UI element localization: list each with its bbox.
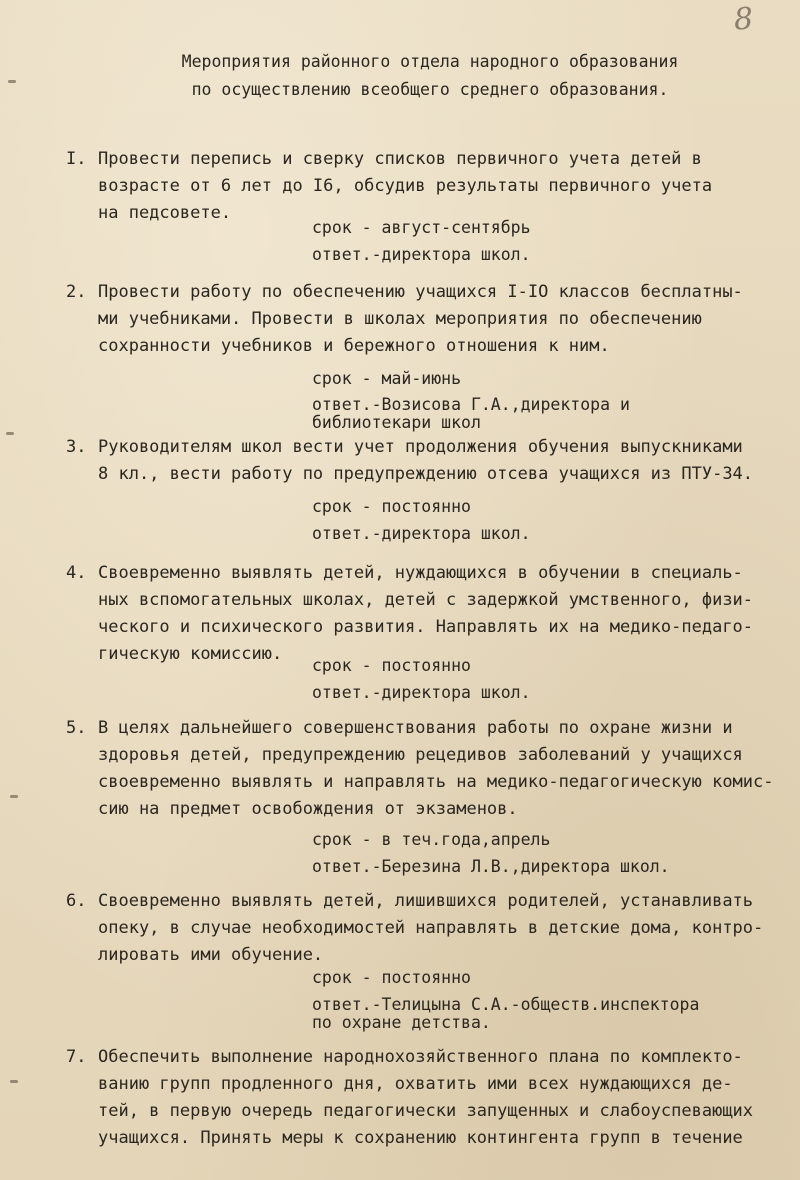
document-title (110, 48, 750, 104)
item-text: Обеспечить выполнение народнохозяйственного плана по комплекто- ванию групп продленного дня, охватить ими всех нуждающихся де- тей, в первую очередь педагогически запущенных и слабоуспевающих учащихся. Принять меры к сохранению контингента групп в течение (98, 1047, 754, 1148)
item-number: 2. (66, 282, 87, 302)
binding-mark (6, 432, 14, 435)
item-deadline: срок - постоянно (312, 656, 471, 675)
title-line-1: Мероприятия районного отдела народного образования (181, 52, 679, 71)
item-text: Своевременно выявлять детей, нуждающихся в обучении в специаль- ных вспомогательных школах, детей с задержкой умственного, физи- ческого и психического развития. Направлять их на медико-педаго- гическую комиссию. (98, 563, 754, 664)
item-text: Своевременно выявлять детей, лишившихся родителей, устанавливать опеку, в случае необходимостей направлять в детские дома, контро- лировать ими обучение. (98, 891, 764, 965)
item-number: 4. (66, 563, 87, 583)
binding-mark (8, 80, 16, 83)
item-text: Руководителям школ вести учет продолжения обучения выпускниками 8 кл., вести работу по предупреждению отсева учащихся из ПТУ-34. (98, 437, 754, 484)
binding-mark (10, 795, 18, 798)
item-number: 6. (66, 891, 87, 911)
item-deadline: срок - постоянно (312, 497, 471, 516)
list-item (66, 434, 786, 488)
item-number: 3. (66, 437, 87, 457)
item-text: В целях дальнейшего совершенствования работы по охране жизни и здоровья детей, предупреждению рецедивов заболеваний у учащихся своевременно выявлять и направлять на медико-педагогическую комис- сию на предмет освобождения от экзаменов. (98, 718, 774, 819)
list-item (66, 146, 786, 227)
item-deadline: срок - постоянно (312, 968, 471, 987)
item-text: Провести перепись и сверку списков первичного учета детей в возрасте от 6 лет до I6, обсудив результаты первичного учета на педсовете. (98, 149, 713, 223)
list-item (66, 1044, 786, 1152)
item-responsible: ответ.-Телицына С.А.-обществ.инспектора по охране детства. (312, 995, 700, 1032)
list-item (66, 560, 786, 668)
item-deadline: срок - май-июнь (312, 369, 462, 388)
item-number: 7. (66, 1047, 87, 1067)
binding-mark (10, 1080, 18, 1083)
item-number: I. (66, 149, 87, 169)
item-responsible: ответ.-Возисова Г.А.,директора и библиотекари школ (312, 395, 630, 432)
item-responsible: ответ.-директора школ. (312, 245, 531, 264)
item-responsible: ответ.-директора школ. (312, 683, 531, 702)
list-item (66, 715, 786, 823)
item-deadline: срок - август-сентябрь (312, 218, 531, 237)
list-item (66, 888, 786, 969)
title-line-2: по осуществлению всеобщего среднего образования. (191, 80, 669, 99)
item-responsible: ответ.-Березина Л.В.,директора школ. (312, 857, 670, 876)
item-responsible: ответ.-директора школ. (312, 524, 531, 543)
item-deadline: срок - в теч.года,апрель (312, 830, 551, 849)
page-number: 8 (732, 1, 755, 38)
list-item (66, 279, 786, 360)
item-text: Провести работу по обеспечению учащихся I-IO классов бесплатны- ми учебниками. Провести в школах мероприятия по обеспечению сохранности учебников и бережного отношения к ним. (98, 282, 743, 356)
item-number: 5. (66, 718, 87, 738)
